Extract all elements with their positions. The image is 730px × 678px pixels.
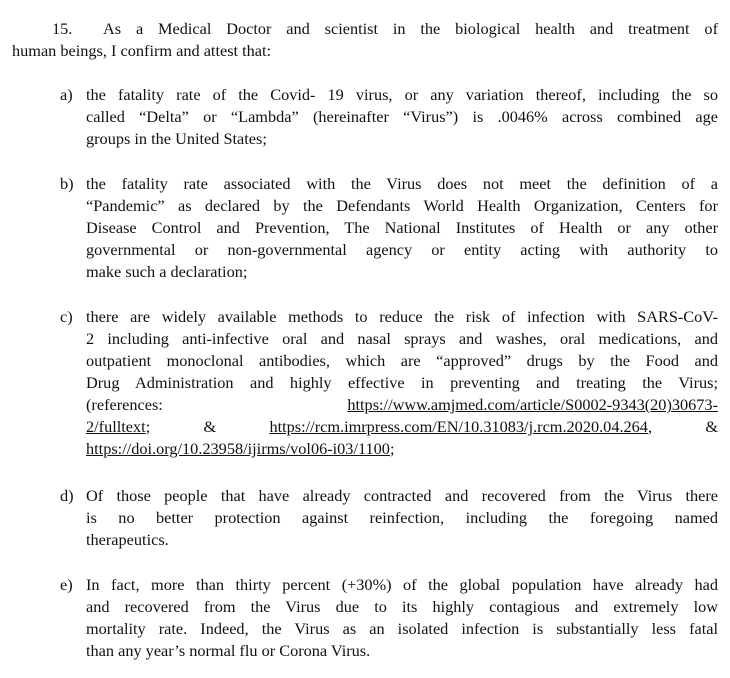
item-line: Drug Administration and highly effective in preventing and treating the Virus; [86, 373, 718, 392]
item-line: than any year’s normal flu or Corona Virus. [86, 641, 371, 660]
item-label: c) [60, 307, 73, 326]
item-label: d) [60, 486, 74, 505]
item-line: governmental or non-governmental agency or entity acting with authority to [86, 240, 718, 259]
item-line: and recovered from the Virus due to its highly contagious and extremely low [86, 597, 718, 616]
item-line: “Pandemic” as declared by the Defendants World Health Organization, Centers for [86, 196, 718, 215]
item-line: there are widely available methods to reduce the risk of infection with SARS-CoV- [86, 307, 718, 326]
item-line: 2 including anti-infective oral and nasal sprays and washes, oral medications, and [86, 329, 718, 348]
reference-link-rcm[interactable]: https://rcm.imrpress.com/EN/10.31083/j.rcm.2020.04.264 [269, 417, 648, 436]
references-label: (references: [86, 395, 163, 414]
item-line: Disease Control and Prevention, The National Institutes of Health or any other [86, 218, 718, 237]
intro-line-1: 15. As a Medical Doctor and scientist in the biological health and treatment of [12, 18, 718, 40]
intro-line-2: human beings, I confirm and attest that: [12, 41, 272, 60]
section-number: 15. [52, 19, 73, 38]
section-intro [12, 18, 718, 62]
references-line-2: 2/fulltext; & https://rcm.imrpress.com/EN/10.31083/j.rcm.2020.04.264, & [86, 417, 718, 436]
item-line: make such a declaration; [86, 262, 248, 281]
item-line: Of those people that have already contracted and recovered from the Virus there [86, 486, 718, 505]
item-line: therapeutics. [86, 530, 169, 549]
reference-link-doi[interactable]: https://doi.org/10.23958/ijirms/vol06-i03/1100 [86, 439, 390, 458]
item-line: mortality rate. Indeed, the Virus as an isolated infection is substantially less fatal [86, 619, 718, 638]
item-line: the fatality rate associated with the Virus does not meet the definition of a [86, 174, 718, 193]
item-line: In fact, more than thirty percent (+30%) of the global population have already had [86, 575, 718, 594]
item-label: b) [60, 174, 74, 193]
item-line: the fatality rate of the Covid- 19 virus, or any variation thereof, including the so [86, 85, 718, 104]
item-line: called “Delta” or “Lambda” (hereinafter “Virus”) is .0046% across combined age [86, 107, 718, 126]
reference-link-amjmed[interactable]: https://www.amjmed.com/article/S0002-9343(20)30673- [347, 395, 718, 414]
item-line: groups in the United States; [86, 129, 267, 148]
item-label: e) [60, 575, 73, 594]
references-line-3: https://doi.org/10.23958/ijirms/vol06-i03/1100; [86, 439, 395, 458]
item-label: a) [60, 85, 73, 104]
item-line: outpatient monoclonal antibodies, which are “approved” drugs by the Food and [86, 351, 718, 370]
reference-link-amjmed-cont[interactable]: 2/fulltext [86, 417, 146, 436]
references-line-1 [86, 394, 718, 416]
item-line: is no better protection against reinfection, including the foregoing named [86, 508, 718, 527]
